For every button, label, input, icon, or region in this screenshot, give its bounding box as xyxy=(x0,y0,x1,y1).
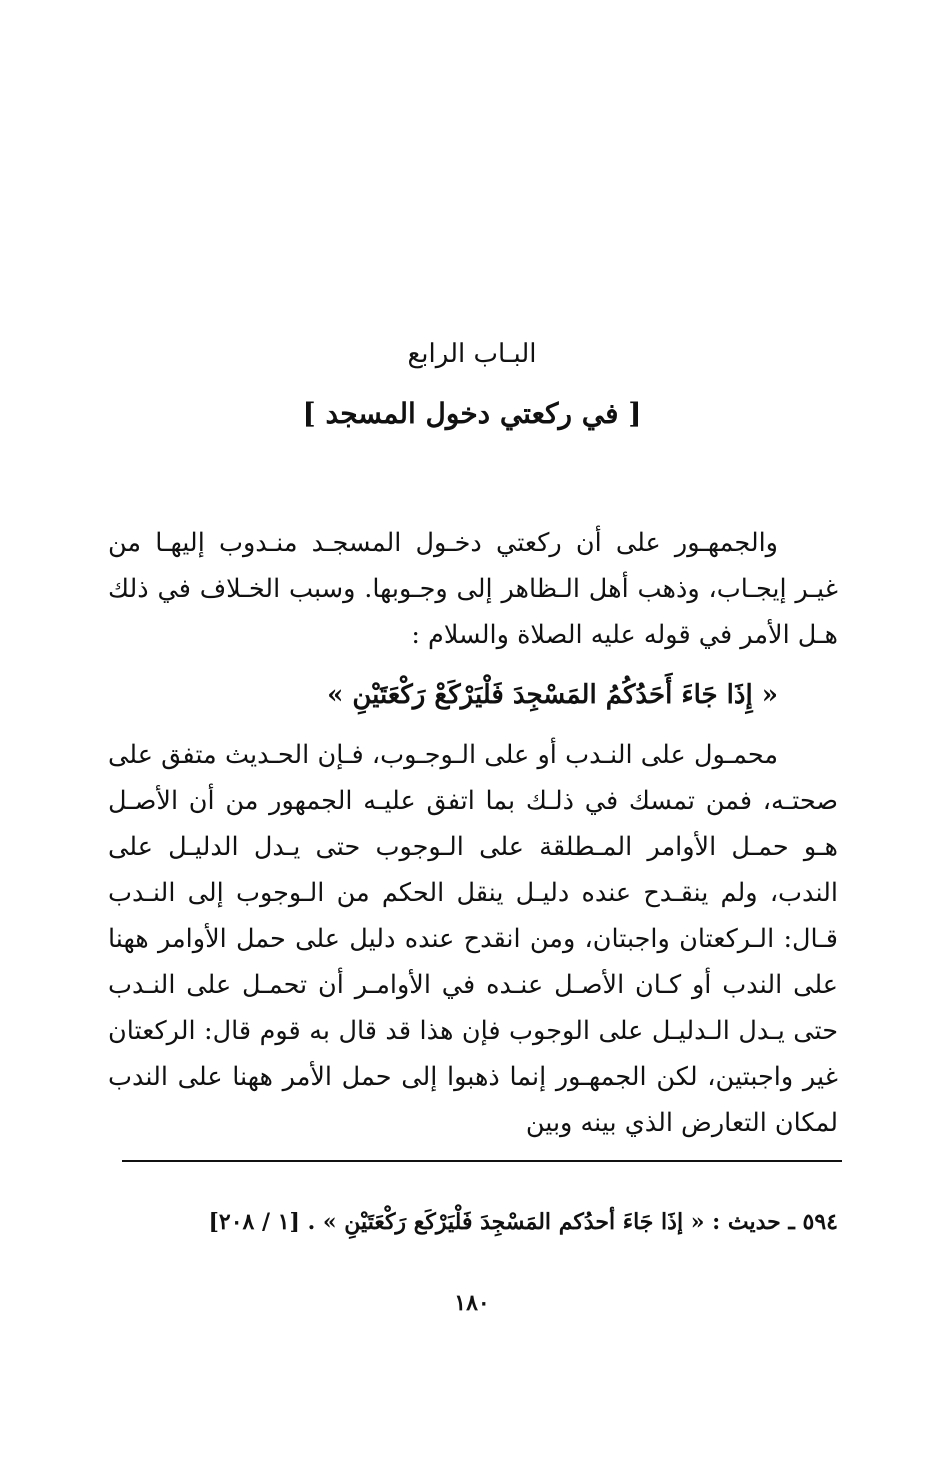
paragraph-discussion: محمـول على النـدب أو على الـوجـوب، فـإن الحـديث متفق على صحتـه، فمن تمسك في ذلـك بما اتفق عليـه الجمهور من أن الأصـل هـو حمـل الأوامر المـطلقة على الـوجوب حتى يـدل الدليـل على الندب، ولم ينقـدح عنده دليـل ينقل الحكم من الـوجوب إلى النـدب قـال: الـركعتان واجبتان، ومن انقدح عنده دليل على حمل الأوامر ههنا على الندب أو كـان الأصـل عنـده في الأوامـر أن تحمـل على النـدب حتى يـدل الـدليـل على الوجوب فإن هذا قد قال به قوم قال: الركعتان غير واجبتين، لكن الجمهـور إنما ذهبوا إلى حمل الأمر ههنا على الندب لمكان التعارض الذي بينه وبين xyxy=(108,740,838,1138)
chapter-title: [ في ركعتي دخول المسجد ] xyxy=(302,397,642,430)
main-text xyxy=(108,520,838,1146)
footnote-divider xyxy=(122,1160,842,1162)
footnote: ٥٩٤ ـ حديث : « إذَا جَاءَ أحدُكم المَسْجِدَ فَلْيَرْكَع رَكْعَتَيْنِ » . [١ / ٢٠٨] xyxy=(208,1209,838,1235)
page-number: ١٨٠ xyxy=(454,1290,490,1316)
chapter-number: البـاب الرابع xyxy=(407,339,537,369)
hadith-quote: « إِذَا جَاءَ أَحَدُكُمُ المَسْجِدَ فَلْيَرْكَعْ رَكْعَتَيْنِ » xyxy=(327,680,778,710)
paragraph-intro: والجمهـور على أن ركعتي دخـول المسجـد منـدوب إليهـا من غيـر إيجـاب، وذهب أهل الـظاهر إلى وجـوبها. وسبب الخـلاف في ذلك هـل الأمر في قوله عليه الصلاة والسلام : xyxy=(108,528,838,650)
